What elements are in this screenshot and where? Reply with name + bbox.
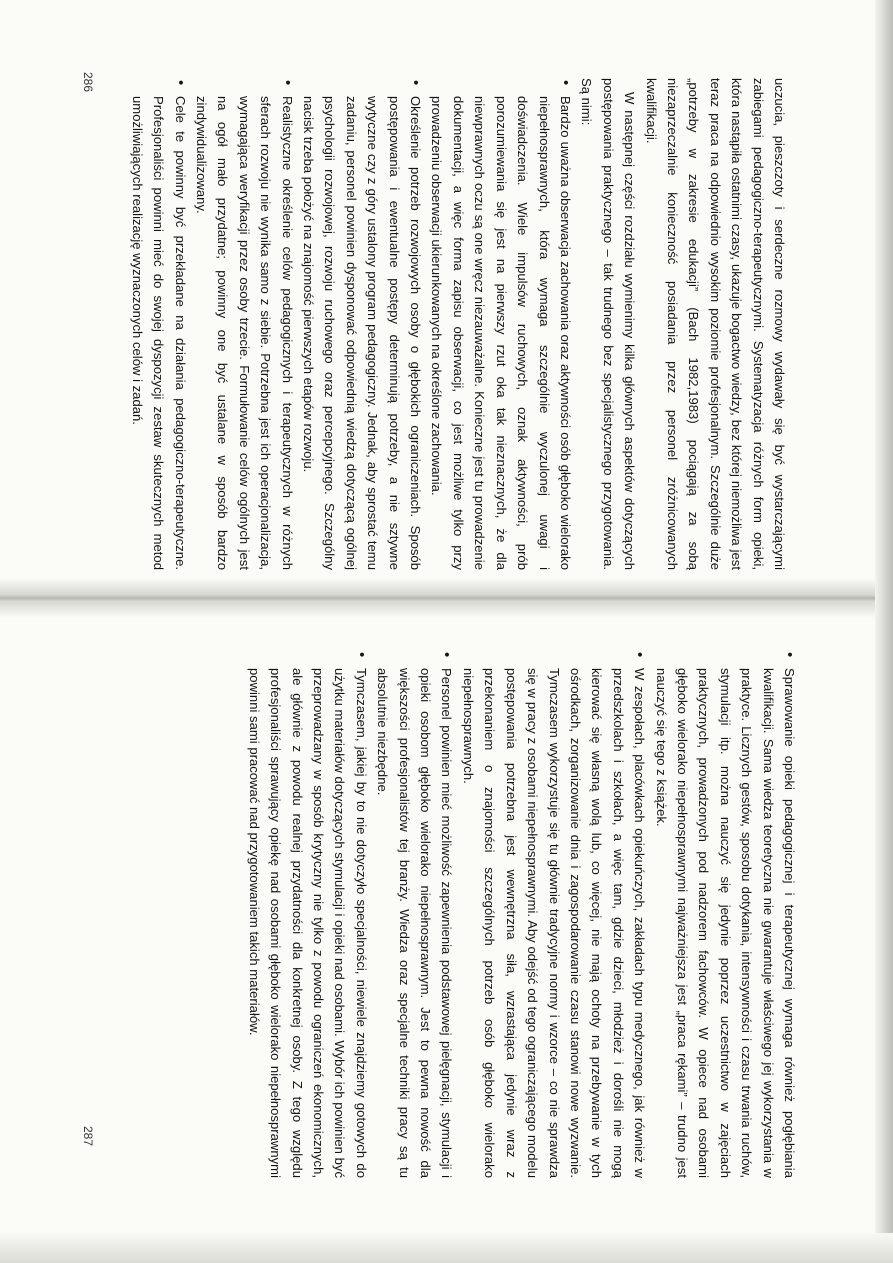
list-item: • Tymczasem, jakiej by to nie dotyczyło specjalności, niewiele znajdziemy gotowych do użytku materiałów dotyczących stymulacji i opieki nad osobami. Wybór ich powinien być przeprowadzany w sposób krytyczny nie tylko z powodu ograniczeń ekonomicznych, ale głównie z powodu realnej przydatności dla konkretnej osoby. Z tego względu profesjonaliści sprawujący opiekę nad osobami głęboko wielorako niepełnosprawnymi powinni sami pracować nad przygotowaniem takich materiałów. bbox=[243, 668, 371, 1178]
list-item: • Personel powinien mieć możliwość zapewnienia podstawowej pielęgnacji, stymulacji i opieki osobom głęboko wielorako niepełnosprawnym. Jest to pewna nowość dla większości profesjonalistów tej branży. Wiedza oraz specjalne techniki pracy są tu absolutnie niezbędne. bbox=[372, 668, 458, 1178]
list-item: • W zespołach, placówkach opiekuńczych, zakładach typu medycznego, jak również w przedszkolach i szkołach, a więc tam, gdzie dzieci, młodzież i dorośli nie mogą kierować się własną wolą lub, co więcej, nie mają ochoty na przebywanie w tych ośrodkach, zorganizowanie dnia i zagospodarowanie czasu stanowi nowe wyzwanie. Tymczasem wykorzystuje się tu głównie tradycyjne normy i wzorce – co nie sprawdza się w pracy z osobami niepełnosprawnymi. Aby odejść od tego ograniczającego modelu postępowania potrzebna jest wewnętrzna siła, wzrastająca jedynie wraz z przekonaniem o znajomości szczególnych potrzeb osób głęboko wielorako niepełnosprawnych. bbox=[458, 668, 651, 1178]
page-287 bbox=[246, 650, 800, 1178]
book-gutter bbox=[0, 578, 893, 618]
page-edge-shadow bbox=[875, 0, 893, 1263]
list-item: • Bardzo uważna obserwacja zachowania oraz aktywności osób głęboko wielorako niepełnosprawnych, która wymaga szczególnie wyczulonej uwagi i doświadczenia. Wiele impulsów ruchowych, oznak aktywności, prób porozumiewania się jest na pierwszy rzut oka tak nieznacznych, że dla niewprawnych oczu są one wręcz niezauważalne. Konieczne jest tu prowadzenie dokumentacji, a więc forma zapisu obserwacji, co jest możliwe tylko przy prowadzeniu obserwacji ukierunkowanych na określone zachowania. bbox=[426, 96, 576, 570]
list-item: • Realistyczne określenie celów pedagogicznych i terapeutycznych w różnych sferach rozwoju nie wynika samo z siebie. Potrzebna jest ich operacjonalizacja, wymagająca weryfikacji przez osoby trzecie. Formułowanie celów ogólnych jest na ogół mało przydatne; powinny one być ustalane w sposób bardzo zindywidualizowany. bbox=[191, 96, 298, 570]
list-item: • Określenie potrzeb rozwojowych osoby o głębokich ograniczeniach. Sposób postępowania i ewentualne postępy determinują potrzeby, a nie sztywne wytyczne czy z góry ustalony program pedagogiczny. Jednak, aby sprostać temu zadaniu, personel powinien dysponować odpowiednią wiedzą dotyczącą ogólnej psychologii rozwojowej, rozwoju ruchowego oraz percepcyjnego. Szczególny nacisk trzeba położyć na znajomość pierwszych etapów rozwoju. bbox=[298, 96, 426, 570]
paragraph-2: W następnej części rozdziału wymienimy kilka głównych aspektów dotyczących postępowania praktycznego – tak trudnego bez specjalistycznego przygotowania. Są nimi: bbox=[579, 78, 638, 570]
list-item: • Cele te powinny być przekładane na działania pedagogiczno-terapeutyczne. Profesjonaliści powinni mieć do swojej dyspozycji zestaw skutecznych metod umożliwiających realizację wyznaczonych celów i zadań. bbox=[126, 96, 190, 570]
page-number: 286 bbox=[81, 72, 95, 93]
list-item: • Sprawowanie opieki pedagogicznej i terapeutycznej wymaga również pogłębiania kwalifikacji. Sama wiedza teoretyczna nie gwarantuje właściwego jej wykorzystania w praktyce. Licznych gestów, sposobu dotykania, intensywności i czasu trwania ruchów, stymulacji itp. można nauczyć się jedynie poprzez uczestnictwo w zajęciach praktycznych, prowadzonych pod nadzorem fachowców. W opiece nad osobami głęboko wielorako niepełnosprawnymi najważniejsza jest „praca rękami” – trudno jest nauczyć się tego z książek. bbox=[650, 668, 800, 1178]
paragraph-1: uczucia, pieszczoty i serdeczne rozmowy wydawały się być wystarczającymi zabiegami pedagogiczno-terapeutycznymi. Systematyzacja różnych form opieki, która nastąpiła ostatnimi czasy, ukazuje bogactwo wiedzy, bez której niemożliwa jest teraz praca na odpowiednio wysokim poziomie profesjonalnym. Szczególnie duże „potrzeby w zakresie edukacji” (Bach 1982,1983) pociągają za sobą niezaprzeczalnie konieczność posiadania przez personel zróżnicowanych kwalifikacji. bbox=[643, 78, 787, 570]
page-286 bbox=[60, 78, 790, 570]
page-edge-bottom bbox=[0, 1233, 893, 1263]
bullet-list bbox=[126, 78, 576, 570]
page-number: 287 bbox=[81, 1126, 95, 1147]
bullet-list bbox=[243, 650, 800, 1178]
